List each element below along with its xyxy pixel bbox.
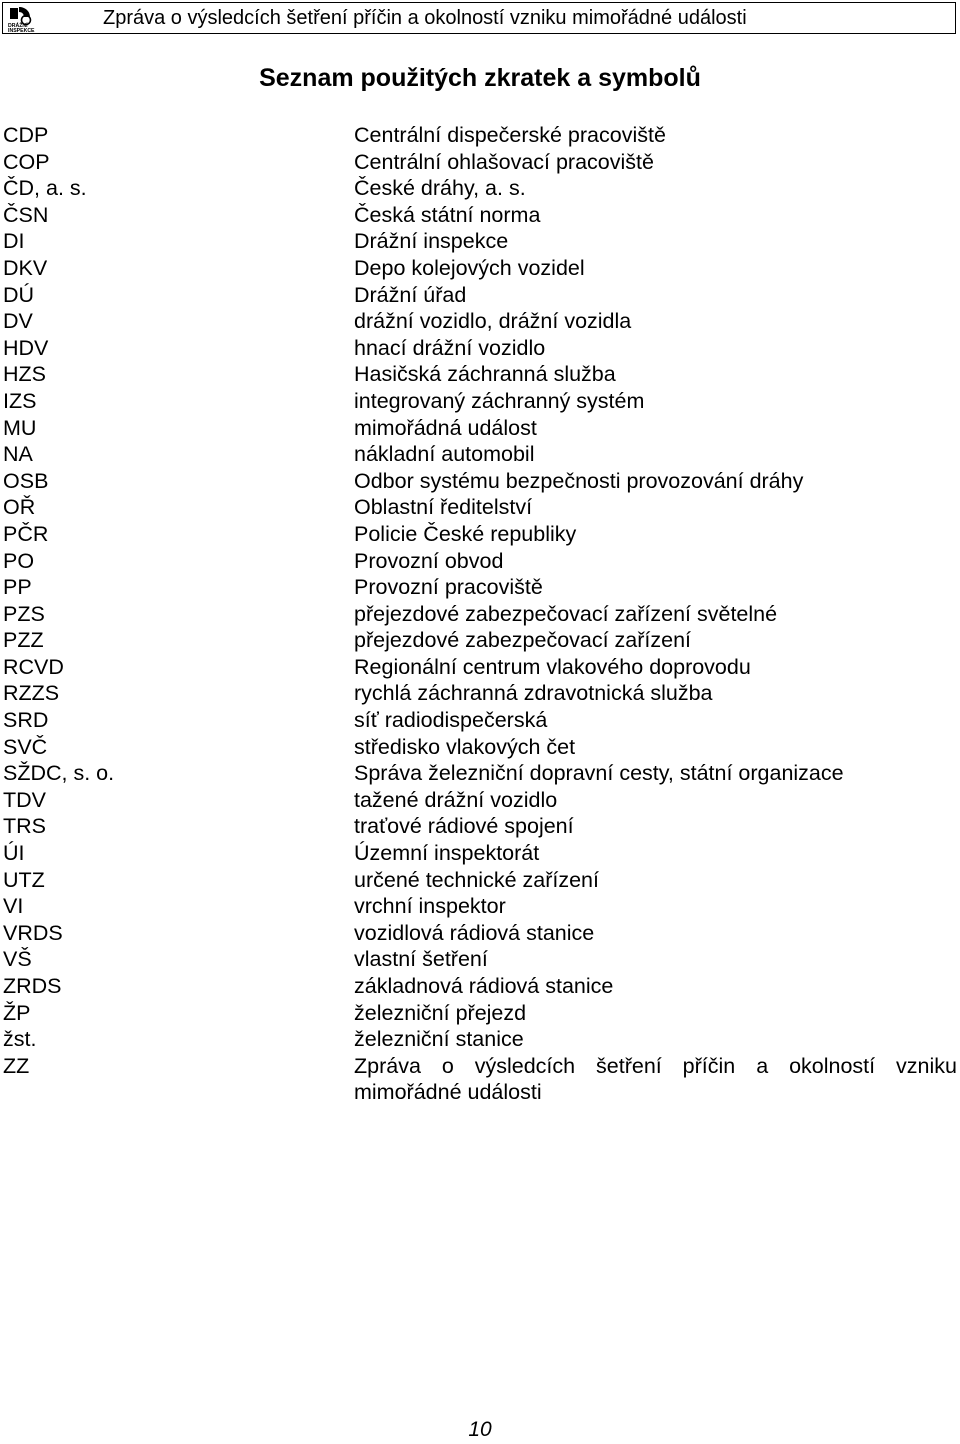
abbreviation-row (0, 122, 960, 149)
abbreviation-row (0, 548, 960, 575)
abbreviation-definition: základnová rádiová stanice (354, 974, 614, 998)
abbreviation-definition: středisko vlakových čet (354, 734, 576, 759)
abbreviation-term: HDV (3, 335, 49, 360)
abbreviation-term: ÚI (3, 841, 25, 866)
abbreviation-definition: Depo kolejových vozidel (354, 255, 585, 280)
abbreviation-definition: Policie České republiky (354, 521, 577, 546)
abbreviation-term: SRD (3, 708, 49, 733)
abbreviation-term: HZS (3, 362, 46, 387)
abbreviation-row (0, 468, 960, 495)
abbreviation-definition: integrovaný záchranný systém (354, 388, 645, 413)
abbreviation-definition: České dráhy, a. s. (354, 176, 526, 201)
abbreviation-term: PP (3, 575, 32, 600)
abbreviation-definition: určené technické zařízení (354, 867, 599, 892)
abbreviation-row (0, 654, 960, 681)
abbreviation-row (0, 601, 960, 628)
logo-text-line-1: DRÁŽNÍ (8, 23, 28, 29)
abbreviation-row (0, 521, 960, 548)
abbreviation-row (0, 1000, 960, 1027)
abbreviation-definition: Drážní úřad (354, 282, 467, 307)
abbreviation-row (0, 1026, 960, 1053)
abbreviation-row (0, 707, 960, 734)
page-header (2, 2, 956, 34)
abbreviation-term: CDP (3, 123, 49, 147)
abbreviation-definition: Centrální dispečerské pracoviště (354, 123, 666, 147)
abbreviation-row (0, 175, 960, 202)
abbreviation-definition: Provozní obvod (354, 548, 504, 573)
abbreviation-row (0, 680, 960, 707)
abbreviation-term: SŽDC, s. o. (3, 761, 115, 786)
abbreviation-row (0, 361, 960, 388)
abbreviation-row (0, 893, 960, 920)
page-title: Seznam použitých zkratek a symbolů (259, 64, 701, 92)
drazni-inspekce-logo (6, 5, 44, 33)
abbreviation-term: DI (3, 229, 25, 254)
abbreviation-term: ZRDS (3, 974, 62, 998)
abbreviation-definition: přejezdové zabezpečovací zařízení (354, 628, 692, 653)
abbreviation-definition: Hasičská záchranná služba (354, 362, 616, 387)
abbreviation-row (0, 813, 960, 840)
abbreviation-term: OŘ (3, 495, 36, 520)
abbreviation-term: OSB (3, 468, 49, 493)
abbreviation-term: VI (3, 894, 24, 919)
abbreviation-term: SVČ (3, 734, 48, 759)
abbreviation-term: VRDS (3, 920, 63, 945)
abbreviation-term: DKV (3, 255, 48, 280)
abbreviation-row (0, 867, 960, 894)
abbreviation-row (0, 494, 960, 521)
abbreviation-term: UTZ (3, 867, 45, 892)
abbreviation-list (0, 122, 960, 1106)
page-number: 10 (468, 1418, 492, 1441)
abbreviation-row (0, 973, 960, 1000)
abbreviation-row (0, 627, 960, 654)
abbreviation-row (0, 1053, 960, 1106)
abbreviation-definition: přejezdové zabezpečovací zařízení světelné (354, 601, 778, 626)
abbreviation-row (0, 734, 960, 761)
abbreviation-definition: železniční stanice (354, 1027, 524, 1052)
abbreviation-term: RZZS (3, 681, 60, 706)
abbreviation-term: PZS (3, 601, 45, 626)
abbreviation-row (0, 202, 960, 229)
abbreviation-term: PO (3, 548, 35, 573)
abbreviation-term: NA (3, 442, 33, 467)
abbreviation-row (0, 441, 960, 468)
abbreviation-definition: Územní inspektorát (354, 841, 540, 866)
abbreviation-definition: traťové rádiové spojení (354, 814, 574, 839)
abbreviation-row (0, 946, 960, 973)
abbreviation-definition: drážní vozidlo, drážní vozidla (354, 309, 632, 334)
abbreviation-row (0, 282, 960, 309)
abbreviation-term: RCVD (3, 654, 64, 679)
abbreviation-term: COP (3, 149, 50, 174)
abbreviation-definition: rychlá záchranná zdravotnická služba (354, 681, 713, 706)
abbreviation-definition: Zpráva o výsledcích šetření příčin a okolností vzniku mimořádné události (354, 1053, 957, 1105)
abbreviation-definition: Regionální centrum vlakového doprovodu (354, 654, 751, 679)
abbreviation-row (0, 787, 960, 814)
abbreviation-term: ŽP (3, 1000, 31, 1025)
logo-text-line-2: INSPEKCE (8, 28, 35, 33)
abbreviation-definition: Provozní pracoviště (354, 575, 543, 600)
abbreviation-definition: Drážní inspekce (354, 229, 509, 254)
abbreviation-term: TDV (3, 787, 46, 812)
abbreviation-definition: hnací drážní vozidlo (354, 335, 546, 360)
abbreviation-term: PČR (3, 521, 49, 546)
abbreviation-term: ZZ (3, 1053, 30, 1078)
abbreviation-term: IZS (3, 388, 37, 413)
abbreviation-definition: vozidlová rádiová stanice (354, 920, 595, 945)
abbreviation-term: PZZ (3, 628, 44, 653)
abbreviation-definition: tažené drážní vozidlo (354, 787, 558, 812)
abbreviation-row (0, 149, 960, 176)
abbreviation-row (0, 415, 960, 442)
abbreviation-definition: nákladní automobil (354, 442, 535, 467)
abbreviation-definition: vlastní šetření (354, 947, 488, 972)
abbreviation-term: MU (3, 415, 37, 440)
abbreviation-row (0, 574, 960, 601)
abbreviation-definition: mimořádná událost (354, 415, 537, 440)
abbreviation-term: ČSN (3, 202, 49, 227)
abbreviation-row (0, 335, 960, 362)
abbreviation-row (0, 228, 960, 255)
abbreviation-term: DV (3, 309, 33, 334)
abbreviation-term: žst. (3, 1027, 37, 1052)
abbreviation-row (0, 388, 960, 415)
abbreviation-definition: Centrální ohlašovací pracoviště (354, 149, 654, 174)
abbreviation-term: DÚ (3, 282, 35, 307)
abbreviation-row (0, 760, 960, 787)
abbreviation-definition: vrchní inspektor (354, 894, 506, 919)
abbreviation-definition: Oblastní ředitelství (354, 495, 533, 520)
abbreviation-definition: železniční přejezd (354, 1000, 527, 1025)
abbreviation-definition: Odbor systému bezpečnosti provozování dráhy (354, 468, 804, 493)
abbreviation-term: VŠ (3, 947, 32, 972)
abbreviation-row (0, 308, 960, 335)
abbreviation-row (0, 840, 960, 867)
header-title: Zpráva o výsledcích šetření příčin a okolností vzniku mimořádné události (103, 7, 747, 29)
abbreviation-row (0, 255, 960, 282)
abbreviation-row (0, 920, 960, 947)
abbreviation-definition: Správa železniční dopravní cesty, státní organizace (354, 761, 844, 786)
abbreviation-definition: Česká státní norma (354, 202, 541, 227)
abbreviation-definition: síť radiodispečerská (354, 708, 548, 733)
abbreviation-term: ČD, a. s. (3, 176, 87, 201)
abbreviation-term: TRS (3, 814, 46, 839)
